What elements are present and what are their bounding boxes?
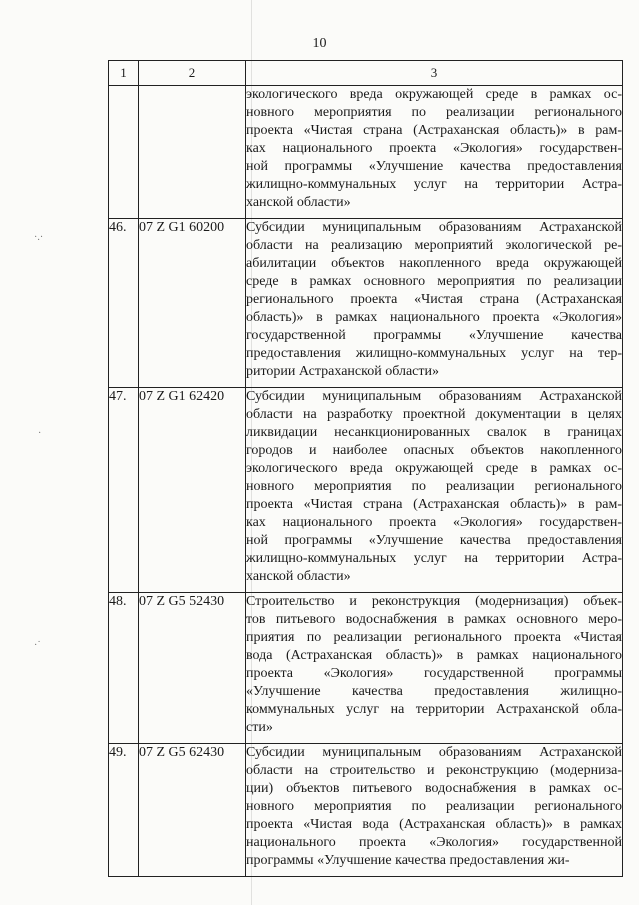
description-line: область)» в рамках национального проекта «Экология» <box>246 310 622 325</box>
description-line: жилищно-коммунальных услуг на территории Астра- <box>246 551 622 566</box>
row-number <box>109 86 139 219</box>
table-row <box>109 219 623 388</box>
row-number: 49. <box>109 744 139 877</box>
header-cell-1: 1 <box>109 61 139 86</box>
scan-speck: · <box>38 428 42 439</box>
description-line: области на разработку проектной документации в целях <box>246 407 622 422</box>
expense-description <box>246 744 623 877</box>
description-line: ханской области» <box>246 569 351 584</box>
description-line: приятия по реализации регионального проекта «Чистая <box>246 630 622 645</box>
classification-code: 07 Z G1 60200 <box>139 219 246 388</box>
scan-speck: ·.· <box>34 232 44 243</box>
scan-speck: ·˙ <box>34 640 41 651</box>
description-line: «Улучшение качества предоставления жилищно- <box>246 684 622 699</box>
description-line: городов и наиболее опасных объектов накопленного <box>246 443 622 458</box>
description-line: ной программы «Улучшение качества предоставления <box>246 533 622 548</box>
description-line: новного мероприятия по реализации регионального <box>246 799 622 814</box>
description-line: ханской области» <box>246 195 351 210</box>
description-line: абилитации объектов накопленного вреда окружающей <box>246 256 622 271</box>
description-line: Субсидии муниципальным образованиям Астраханской <box>246 745 622 760</box>
description-line: проекта «Чистая вода (Астраханская область)» в рамках <box>246 817 622 832</box>
description-line: области на реализацию мероприятий экологической ре- <box>246 238 622 253</box>
description-line: Субсидии муниципальным образованиям Астраханской <box>246 220 622 235</box>
table-header-row <box>109 61 623 86</box>
table-row <box>109 593 623 744</box>
description-line: новного мероприятия по реализации регионального <box>246 479 622 494</box>
description-line: Субсидии муниципальным образованиям Астраханской <box>246 389 622 404</box>
row-number: 46. <box>109 219 139 388</box>
classification-code: 07 Z G5 62430 <box>139 744 246 877</box>
description-line: области на строительство и реконструкцию (модерниза- <box>246 763 622 778</box>
row-number: 47. <box>109 388 139 593</box>
description-line: новного мероприятия по реализации регионального <box>246 105 622 120</box>
description-line: ной программы «Улучшение качества предоставления <box>246 159 622 174</box>
page-number: 10 <box>312 36 327 51</box>
expense-description <box>246 219 623 388</box>
description-line: проекта «Чистая страна (Астраханская область)» в рам- <box>246 123 622 138</box>
classification-code: 07 Z G1 62420 <box>139 388 246 593</box>
description-line: сти» <box>246 720 273 735</box>
description-line: предоставления жилищно-коммунальных услуг на тер- <box>246 346 622 361</box>
description-line: проекта «Чистая страна (Астраханская область)» в рам- <box>246 497 622 512</box>
description-line: Строительство и реконструкция (модернизация) объек- <box>246 594 622 609</box>
description-line: государственной программы «Улучшение качества <box>246 328 622 343</box>
expense-description <box>246 593 623 744</box>
header-cell-2: 2 <box>139 61 246 86</box>
table-row <box>109 86 623 219</box>
description-line: ритории Астраханской области» <box>246 364 440 379</box>
description-line: программы «Улучшение качества предоставления жи- <box>246 853 570 868</box>
description-line: среде в рамках основного мероприятия по реализации <box>246 274 622 289</box>
description-line: коммунальных услуг на территории Астраханской обла- <box>246 702 622 717</box>
expense-description <box>246 388 623 593</box>
classification-code: 07 Z G5 52430 <box>139 593 246 744</box>
table-row <box>109 744 623 877</box>
description-line: тов питьевого водоснабжения в рамках основного меро- <box>246 612 622 627</box>
description-line: ках национального проекта «Экология» государствен- <box>246 515 622 530</box>
description-line: проекта «Экология» государственной программы <box>246 666 622 681</box>
header-cell-3: 3 <box>246 61 623 86</box>
row-number: 48. <box>109 593 139 744</box>
description-line: жилищно-коммунальных услуг на территории Астра- <box>246 177 622 192</box>
description-line: экологического вреда окружающей среде в рамках ос- <box>246 461 622 476</box>
description-line: ках национального проекта «Экология» государствен- <box>246 141 622 156</box>
description-line: вода (Астраханская область)» в рамках национального <box>246 648 622 663</box>
description-line: экологического вреда окружающей среде в рамках ос- <box>246 87 622 102</box>
expense-description <box>246 86 623 219</box>
table-row <box>109 388 623 593</box>
description-line: национального проекта «Экология» государственной <box>246 835 622 850</box>
description-line: ции) объектов питьевого водоснабжения в рамках ос- <box>246 781 622 796</box>
budget-classification-table <box>108 60 623 877</box>
description-line: регионального проекта «Чистая страна (Астраханская <box>246 292 622 307</box>
description-line: ликвидации несанкционированных свалок в границах <box>246 425 622 440</box>
classification-code <box>139 86 246 219</box>
